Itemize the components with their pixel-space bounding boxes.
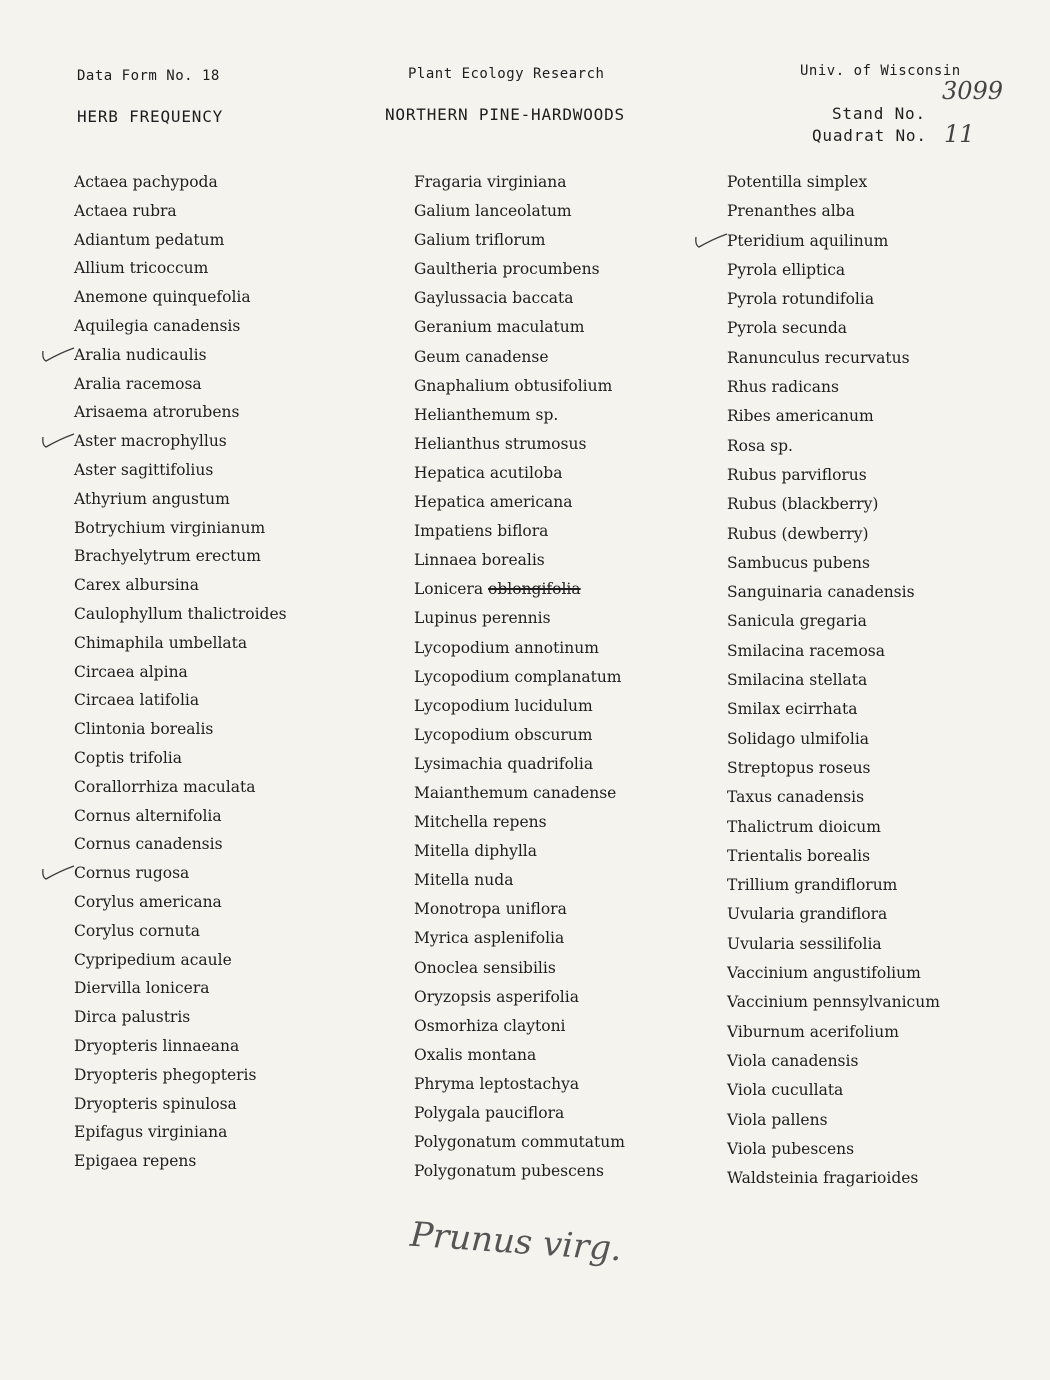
species-name: Mitella diphylla xyxy=(414,842,538,861)
species-item xyxy=(414,750,625,779)
species-item xyxy=(414,983,625,1012)
species-item xyxy=(74,859,287,888)
species-name: Viola pubescens xyxy=(727,1139,855,1158)
species-name: Trillium grandiflorum xyxy=(727,876,898,895)
species-name: Thalictrum dioicum xyxy=(727,817,881,836)
species-item xyxy=(727,959,940,988)
species-name: Viburnum acerifolium xyxy=(727,1022,899,1041)
species-item xyxy=(74,456,287,485)
species-name: Linnaea borealis xyxy=(414,551,545,570)
species-name: Rubus parviflorus xyxy=(727,465,867,484)
species-item xyxy=(74,600,287,629)
species-name: Vaccinium pennsylvanicum xyxy=(727,993,940,1012)
species-name: Gaylussacia baccata xyxy=(414,289,574,308)
species-item xyxy=(74,830,287,859)
species-name: Arisaema atrorubens xyxy=(74,403,240,422)
species-name: Polygonatum commutatum xyxy=(414,1133,625,1152)
species-item xyxy=(727,988,940,1017)
species-name: Lycopodium annotinum xyxy=(414,638,599,657)
species-item xyxy=(414,517,625,546)
species-column-1 xyxy=(74,168,287,1176)
species-name: Epigaea repens xyxy=(74,1152,197,1171)
species-name: Mitchella repens xyxy=(414,813,547,832)
species-item xyxy=(74,686,287,715)
species-name: Carex albursina xyxy=(74,576,199,595)
species-item xyxy=(414,168,625,197)
species-item xyxy=(74,888,287,917)
species-name: Corylus americana xyxy=(74,892,222,911)
species-item xyxy=(414,1099,625,1128)
species-item xyxy=(74,571,287,600)
species-name: Aster sagittifolius xyxy=(74,460,214,479)
species-name: Pyrola secunda xyxy=(727,319,847,338)
species-item xyxy=(414,895,625,924)
species-item xyxy=(414,866,625,895)
species-name: Lupinus perennis xyxy=(414,609,551,628)
species-name: Lycopodium obscurum xyxy=(414,725,593,744)
species-name: Pteridium aquilinum xyxy=(727,231,889,250)
species-item xyxy=(727,578,940,607)
species-item xyxy=(727,314,940,343)
species-name: Galium triflorum xyxy=(414,231,546,250)
species-name: Aster macrophyllus xyxy=(74,432,227,451)
species-item xyxy=(414,924,625,953)
species-item xyxy=(727,1164,940,1193)
species-item xyxy=(74,744,287,773)
species-item xyxy=(727,490,940,519)
species-item xyxy=(74,1061,287,1090)
species-name: Lycopodium complanatum xyxy=(414,667,622,686)
species-column-2 xyxy=(414,168,625,1186)
species-name: Gaultheria procumbens xyxy=(414,260,600,279)
species-item xyxy=(74,542,287,571)
species-item xyxy=(414,1128,625,1157)
species-name: Uvularia sessilifolia xyxy=(727,934,882,953)
species-name: Dirca palustris xyxy=(74,1008,191,1027)
species-item xyxy=(414,1041,625,1070)
species-name: Ranunculus recurvatus xyxy=(727,348,910,367)
struck-species-epithet: oblongifolia xyxy=(488,580,581,599)
species-item xyxy=(727,666,940,695)
species-item xyxy=(74,974,287,1003)
species-item xyxy=(74,226,287,255)
species-item xyxy=(727,900,940,929)
species-name: Circaea latifolia xyxy=(74,691,200,710)
species-name: Caulophyllum thalictroides xyxy=(74,604,287,623)
species-item xyxy=(727,168,940,197)
species-item xyxy=(414,1157,625,1186)
species-column-3 xyxy=(727,168,940,1193)
species-name: Cornus rugosa xyxy=(74,864,190,883)
species-item xyxy=(74,312,287,341)
species-name: Dryopteris linnaeana xyxy=(74,1036,240,1055)
species-item xyxy=(727,549,940,578)
species-item xyxy=(74,370,287,399)
quadrat-label: Quadrat No. xyxy=(812,126,927,145)
species-name: Solidago ulmifolia xyxy=(727,729,870,748)
species-name: Hepatica acutiloba xyxy=(414,463,563,482)
species-name: Sanicula gregaria xyxy=(727,612,867,631)
species-item xyxy=(727,520,940,549)
species-name: Botrychium virginianum xyxy=(74,518,266,537)
species-name: Galium lanceolatum xyxy=(414,202,572,221)
species-item xyxy=(727,725,940,754)
species-item xyxy=(74,629,287,658)
species-name: Uvularia grandiflora xyxy=(727,905,888,924)
species-item xyxy=(727,842,940,871)
check-mark-icon xyxy=(693,231,729,251)
species-name: Rhus radicans xyxy=(727,378,839,397)
species-name: Oryzopsis asperifolia xyxy=(414,987,579,1006)
species-item xyxy=(74,715,287,744)
species-item xyxy=(74,398,287,427)
species-item xyxy=(74,658,287,687)
species-name: Trientalis borealis xyxy=(727,846,871,865)
species-name: Lycopodium lucidulum xyxy=(414,696,593,715)
species-item xyxy=(414,692,625,721)
species-name: Smilacina racemosa xyxy=(727,641,885,660)
species-name: Adiantum pedatum xyxy=(74,230,225,249)
species-item xyxy=(74,254,287,283)
species-item xyxy=(414,226,625,255)
species-name: Viola cucullata xyxy=(727,1081,844,1100)
species-item xyxy=(414,255,625,284)
species-name: Aralia nudicaulis xyxy=(74,345,207,364)
species-name: Lysimachia quadrifolia xyxy=(414,754,594,773)
species-item xyxy=(74,1147,287,1176)
species-item xyxy=(414,808,625,837)
species-item xyxy=(414,634,625,663)
stand-label: Stand No. xyxy=(832,104,926,123)
species-item xyxy=(727,1047,940,1076)
species-name: Rosa sp. xyxy=(727,436,793,455)
species-item xyxy=(74,197,287,226)
species-item xyxy=(74,341,287,370)
species-item xyxy=(727,695,940,724)
species-name: Brachyelytrum erectum xyxy=(74,547,261,566)
species-item xyxy=(414,604,625,633)
species-item xyxy=(74,514,287,543)
species-name: Waldsteinia fragarioides xyxy=(727,1169,919,1188)
species-item xyxy=(74,427,287,456)
species-name: Fragaria virginiana xyxy=(414,173,567,191)
species-name: Viola pallens xyxy=(727,1110,828,1129)
species-name: Geum canadense xyxy=(414,347,549,366)
species-item xyxy=(727,373,940,402)
species-name: Diervilla lonicera xyxy=(74,979,210,998)
species-item xyxy=(74,1003,287,1032)
species-name: Onoclea sensibilis xyxy=(414,958,556,977)
species-name: Actaea pachypoda xyxy=(74,173,218,191)
species-name: Pyrola rotundifolia xyxy=(727,290,875,309)
species-item xyxy=(74,485,287,514)
species-item xyxy=(414,954,625,983)
species-name: Viola canadensis xyxy=(727,1051,859,1070)
species-name: Rubus (dewberry) xyxy=(727,524,869,543)
species-name: Mitella nuda xyxy=(414,871,514,890)
species-name: Potentilla simplex xyxy=(727,173,868,191)
species-item xyxy=(727,783,940,812)
species-item xyxy=(414,779,625,808)
species-item xyxy=(414,1070,625,1099)
species-item xyxy=(727,461,940,490)
species-item xyxy=(74,773,287,802)
species-item xyxy=(727,402,940,431)
handwritten-note: Prunus virg. xyxy=(408,1214,624,1270)
check-mark-icon xyxy=(40,863,76,883)
species-name: Corallorrhiza maculata xyxy=(74,777,256,796)
species-name: Ribes americanum xyxy=(727,407,874,426)
species-name: Helianthemum sp. xyxy=(414,405,559,424)
species-item xyxy=(74,1118,287,1147)
stand-number: 3099 xyxy=(942,77,1004,105)
species-name: Prenanthes alba xyxy=(727,202,855,221)
species-item xyxy=(727,344,940,373)
species-item xyxy=(727,813,940,842)
research-title: Plant Ecology Research xyxy=(408,66,605,82)
species-name: Gnaphalium obtusifolium xyxy=(414,376,613,395)
species-item xyxy=(414,546,625,575)
species-name: Phryma leptostachya xyxy=(414,1074,580,1093)
species-item xyxy=(727,637,940,666)
species-name: Sanguinaria canadensis xyxy=(727,583,915,602)
species-name: Myrica asplenifolia xyxy=(414,929,565,948)
form-number: Data Form No. 18 xyxy=(77,68,220,84)
species-name: Athyrium angustum xyxy=(74,489,230,508)
species-item xyxy=(727,1018,940,1047)
species-name: Polygala pauciflora xyxy=(414,1104,565,1122)
species-item xyxy=(74,168,287,197)
species-item xyxy=(727,1135,940,1164)
species-name: Cypripedium acaule xyxy=(74,950,232,969)
species-name: Helianthus strumosus xyxy=(414,434,587,453)
form-title: HERB FREQUENCY xyxy=(77,107,224,126)
species-name: Anemone quinquefolia xyxy=(74,288,251,307)
species-name: Dryopteris spinulosa xyxy=(74,1094,237,1113)
species-name: Cornus alternifolia xyxy=(74,806,222,825)
species-name: Lonicera xyxy=(414,580,488,599)
species-name: Hepatica americana xyxy=(414,493,573,512)
species-item xyxy=(74,283,287,312)
species-name: Impatiens biflora xyxy=(414,522,549,541)
species-name: Pyrola elliptica xyxy=(727,260,846,279)
species-item xyxy=(74,802,287,831)
species-item xyxy=(414,488,625,517)
species-item xyxy=(414,459,625,488)
species-item xyxy=(727,256,940,285)
species-item xyxy=(414,663,625,692)
species-name: Rubus (blackberry) xyxy=(727,495,879,514)
species-item xyxy=(414,430,625,459)
species-item xyxy=(414,197,625,226)
species-name: Sambucus pubens xyxy=(727,553,870,572)
species-name: Allium tricoccum xyxy=(74,259,209,278)
species-name: Smilax ecirrhata xyxy=(727,700,858,719)
species-name: Osmorhiza claytoni xyxy=(414,1016,566,1035)
species-name: Geranium maculatum xyxy=(414,318,585,337)
species-name: Dryopteris phegopteris xyxy=(74,1065,257,1084)
species-name: Maianthemum canadense xyxy=(414,783,617,802)
species-item xyxy=(727,754,940,783)
species-name: Clintonia borealis xyxy=(74,720,214,739)
species-name: Monotropa uniflora xyxy=(414,900,567,919)
species-name: Oxalis montana xyxy=(414,1045,537,1064)
species-name: Epifagus virginiana xyxy=(74,1123,228,1142)
species-item xyxy=(727,607,940,636)
species-name: Coptis trifolia xyxy=(74,748,183,767)
species-item xyxy=(727,871,940,900)
species-item xyxy=(414,837,625,866)
species-name: Smilacina stellata xyxy=(727,671,868,690)
species-item xyxy=(727,1106,940,1135)
check-mark-icon xyxy=(40,431,76,451)
species-item xyxy=(414,575,625,604)
species-name: Cornus canadensis xyxy=(74,835,223,854)
species-item xyxy=(414,1012,625,1041)
species-name: Aquilegia canadensis xyxy=(74,316,241,335)
species-item xyxy=(74,946,287,975)
species-name: Polygonatum pubescens xyxy=(414,1162,604,1181)
species-item xyxy=(727,432,940,461)
species-item xyxy=(727,197,940,226)
check-mark-icon xyxy=(40,345,76,365)
species-item xyxy=(727,930,940,959)
species-item xyxy=(414,343,625,372)
species-name: Taxus canadensis xyxy=(727,788,865,807)
species-name: Actaea rubra xyxy=(74,201,177,220)
species-item xyxy=(727,227,940,256)
species-item xyxy=(727,285,940,314)
community-title: NORTHERN PINE-HARDWOODS xyxy=(385,105,625,124)
species-name: Chimaphila umbellata xyxy=(74,633,248,652)
university-name: Univ. of Wisconsin xyxy=(800,63,961,79)
species-name: Circaea alpina xyxy=(74,662,188,681)
species-name: Aralia racemosa xyxy=(74,374,202,393)
species-item xyxy=(414,372,625,401)
species-item xyxy=(414,401,625,430)
species-item xyxy=(74,917,287,946)
quadrat-number: 11 xyxy=(944,120,975,148)
species-item xyxy=(414,313,625,342)
species-item xyxy=(414,284,625,313)
species-item xyxy=(74,1090,287,1119)
species-item xyxy=(727,1076,940,1105)
species-item xyxy=(74,1032,287,1061)
species-name: Vaccinium angustifolium xyxy=(727,964,921,983)
species-name: Corylus cornuta xyxy=(74,921,201,940)
species-name: Streptopus roseus xyxy=(727,758,871,777)
species-item xyxy=(414,721,625,750)
